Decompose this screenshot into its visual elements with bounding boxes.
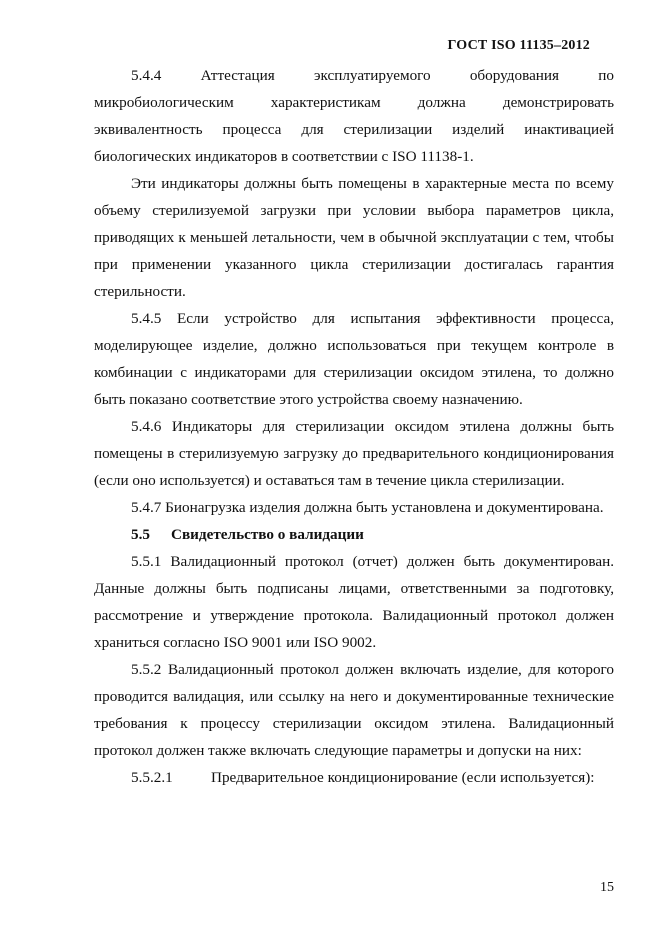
document-body [94,62,614,791]
subitem-number: 5.5.2.1 [131,769,173,786]
subitem-text: Предварительное кондиционирование (если используется): [211,769,595,786]
paragraph-5-5-2: 5.5.2 Валидационный протокол должен включать изделие, для которого проводится валидация, или ссылку на него и документированные технические требования к процессу стерилизации оксидом этилена. Валидационный протокол должен также включать следующие параметры и допуски на них: [94,661,614,759]
paragraph-5-4-6: 5.4.6 Индикаторы для стерилизации оксидом этилена должны быть помещены в стерилизуемую загрузку до предварительного кондиционирования (если оно используется) и оставаться там в течение цикла стерилизации. [94,418,614,489]
section-number: 5.5 [131,526,150,543]
paragraph-indicators: Эти индикаторы должны быть помещены в характерные места по всему объему стерилизуемой загрузки при условии выбора параметров цикла, приводящих к меньшей летальности, чем в обычной эксплуатации с тем, чтобы при применении указанного цикла стерилизации достигалась гарантия стерильности. [94,175,614,300]
subitem-heading [94,764,614,791]
paragraph-5-5-1: 5.5.1 Валидационный протокол (отчет) должен быть документирован. Данные должны быть подписаны лицами, ответственными за подготовку, рассмотрение и утверждение протокола. Валидационный протокол должен храниться согласно ISO 9001 или ISO 9002. [94,553,614,651]
section-title: Свидетельство о валидации [171,526,364,543]
paragraph-5-4-5: 5.4.5 Если устройство для испытания эффективности процесса, моделирующее изделие, должно использоваться при текущем контроле в комбинации с индикаторами для стерилизации оксидом этилена, то должно быть показано соответствие этого устройства своему назначению. [94,310,614,408]
paragraph-5-4-7: 5.4.7 Бионагрузка изделия должна быть установлена и документирована. [131,499,604,516]
document-header: ГОСТ ISO 11135–2012 [447,38,590,53]
paragraph-5-4-4: 5.4.4 Аттестация эксплуатируемого оборудования по микробиологическим характеристикам должна демонстрировать эквивалентность процесса для стерилизации изделий инактивацией биологических индикаторов в соответствии с ISO 11138-1. [94,67,614,165]
page-number: 15 [600,880,614,895]
section-heading [94,521,614,548]
